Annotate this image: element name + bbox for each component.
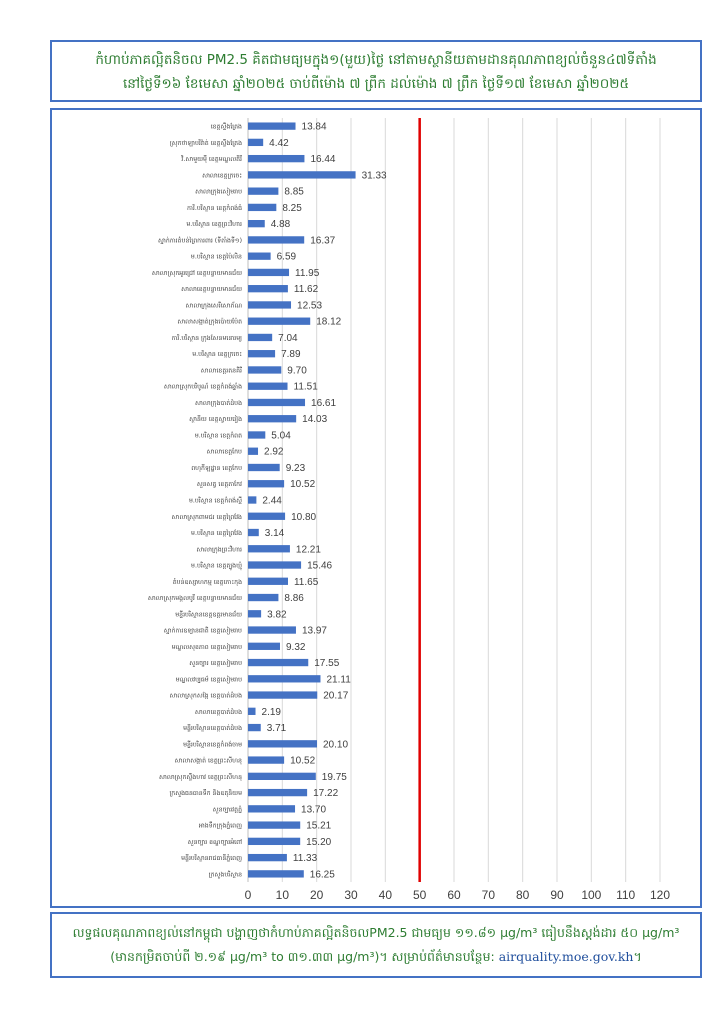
data-label: 9.23	[285, 462, 306, 474]
x-tick-label: 10	[275, 888, 290, 902]
data-label: 19.75	[321, 771, 347, 783]
x-tick-label: 80	[515, 888, 530, 902]
bar	[248, 399, 305, 406]
bar	[248, 366, 281, 373]
bar	[248, 691, 317, 698]
category-label: សាលាសង្កាត់ ខេត្តព្រះសីហនុ	[174, 757, 242, 765]
category-label: សាលាក្រុងបាត់ដំបង	[194, 399, 242, 407]
category-label: ម.បរិស្ថាន ខេត្តព្រះវិហារ	[186, 221, 242, 229]
category-label: ស្រុកថាឡាបរិវ៉ាត់ ខេត្តស្ទឹងត្រែង	[169, 139, 242, 147]
category-label: សួនច្បារ ខេត្តសៀមរាប	[189, 660, 242, 668]
bar	[248, 496, 256, 503]
chart-title-line-1: កំហាប់ភាគល្អិតនិចល PM2.5 គិតជាមធ្យមក្នុង១(មួយ)ថ្ងៃ នៅតាមស្ថានីយតាមដានគុណភាពខ្យល់ចំនួន៤៧ទីតាំង	[95, 52, 657, 68]
category-label: ម.បរិស្ថាន ខេត្តកំពត	[194, 432, 242, 440]
x-tick-label: 100	[581, 888, 602, 902]
bar	[248, 415, 296, 422]
bar	[248, 480, 284, 487]
category-label: ក្រសួងធនធានទឹក និងឧតុនិយម	[169, 790, 242, 798]
bar	[248, 659, 308, 666]
bar	[248, 643, 280, 650]
bar	[248, 285, 288, 292]
bar	[248, 318, 310, 325]
bar	[248, 854, 287, 861]
bar	[248, 220, 265, 227]
bar	[248, 513, 285, 520]
category-label: សាលាខេត្តបាត់ដំបង	[194, 708, 242, 716]
data-label: 15.20	[306, 836, 332, 848]
data-label: 9.32	[285, 641, 306, 653]
data-label: 16.25	[309, 869, 335, 881]
data-label: 11.65	[293, 576, 319, 588]
category-label: ការិ.បរិស្ថាន ខេត្តកំពង់ធំ	[187, 204, 242, 212]
data-label: 21.11	[326, 674, 351, 686]
data-label: 5.04	[271, 430, 291, 442]
x-tick-label: 120	[649, 888, 671, 902]
category-label: សាលាស្រុកមង្គលបូរី ខេត្តបន្ទាយមានជ័យ	[147, 595, 242, 603]
category-label: មន្ទីរបរិស្ថានខេត្តកំពង់ចាម	[183, 741, 242, 749]
bar	[248, 838, 300, 845]
chart-area	[50, 108, 702, 908]
data-label: 2.92	[264, 446, 284, 458]
chart-title-box	[50, 40, 702, 102]
data-label: 8.86	[284, 593, 304, 605]
bar	[248, 789, 307, 796]
data-label: 11.33	[292, 853, 318, 865]
bar	[248, 626, 296, 633]
data-label: 17.22	[313, 788, 339, 800]
data-label: 4.88	[270, 219, 291, 231]
category-label: ការិ.បរិស្ថាន ក្រុងសែនមនោរម្យ	[171, 334, 242, 342]
data-label: 8.25	[282, 202, 302, 214]
bar	[248, 204, 276, 211]
bar	[248, 773, 316, 780]
category-label: សាលាខេត្តក្រចេះ	[202, 172, 242, 180]
category-label: មណ្ឌលសុខភាព ខេត្តសៀមរាប	[171, 643, 242, 651]
chart-title-line-2: នៅថ្ងៃទី១៦ ខែមេសា ឆ្នាំ២០២៥ ចាប់ពីម៉ោង ៧ ព្រឹក ដល់ម៉ោង ៧ ព្រឹក ថ្ងៃទី១៧ ខែមេសា ឆ្នាំ២០២៥	[122, 76, 630, 92]
data-label: 20.17	[323, 690, 349, 702]
data-label: 10.52	[290, 755, 316, 767]
data-label: 14.03	[302, 414, 328, 426]
category-label: ម.បរិស្ថាន ខេត្តកំពង់ស្ពឺ	[188, 497, 242, 505]
category-label: សាលាស្រុកពាមជរ ខេត្តព្រៃវែង	[171, 513, 242, 521]
category-label: ម.បរិស្ថាន ខេត្តត្បូងឃ្មុំ	[191, 562, 242, 570]
bar	[248, 740, 317, 747]
bar	[248, 301, 291, 308]
category-label: សាលាក្រុងសៀមរាប	[195, 188, 242, 196]
category-label: មន្ទីរបរិស្ថានខេត្តឧត្តរមានជ័យ	[175, 611, 242, 619]
data-label: 4.42	[269, 137, 289, 149]
bar	[248, 756, 284, 763]
data-label: 20.10	[323, 739, 349, 751]
category-label: មន្ទីរបរិស្ថានខេត្តបាត់ដំបង	[183, 725, 242, 733]
x-tick-label: 60	[447, 888, 461, 902]
data-label: 12.21	[295, 544, 321, 556]
data-label: 9.70	[287, 365, 307, 377]
data-label: 15.21	[306, 820, 332, 832]
summary-line-2	[52, 945, 700, 969]
data-label: 31.33	[361, 170, 387, 182]
data-label: 13.70	[301, 804, 327, 816]
category-label: មណ្ឌលវប្បធម៌ ខេត្តសៀមរាប	[175, 676, 242, 684]
data-label: 6.59	[276, 251, 297, 263]
category-label: ស្នាក់ការតំបន់ព្រៃការពារ (ទីតាំងទី១)	[157, 237, 242, 245]
bar	[248, 187, 278, 194]
category-label: តំបន់ឧស្សាហកម្ម ខេត្តកោះកុង	[172, 578, 242, 586]
data-label: 8.85	[284, 186, 304, 198]
bar	[248, 253, 271, 260]
x-tick-label: 70	[481, 888, 496, 902]
category-label: សាលាខេត្តបន្ទាយមានជ័យ	[181, 286, 242, 294]
data-label: 11.62	[293, 284, 319, 296]
bar	[248, 236, 304, 243]
x-tick-label: 20	[309, 888, 324, 902]
data-label: 16.37	[310, 235, 336, 247]
category-label: សាលាស្រុកបរិបូណ៌ ខេត្តកំពង់ឆ្នាំង	[163, 383, 242, 391]
category-label: អាងទឹកក្រុងភ្នំពេញ	[198, 822, 242, 830]
bar	[248, 594, 278, 601]
category-label: សាលាស្រុកអូរជ្រៅ ខេត្តបន្ទាយមានជ័យ	[151, 269, 242, 277]
bar	[248, 171, 356, 178]
category-label: មន្ទីរបរិស្ថានរាជធានីភ្នំពេញ	[181, 855, 242, 863]
data-label: 13.97	[301, 625, 327, 637]
category-label: សាលាខេត្តកែប	[206, 448, 242, 456]
data-label: 3.82	[267, 609, 287, 621]
category-label: សួនច្បារវត្តភ្នំ	[212, 806, 242, 814]
category-label: ខេត្តស្ទឹងត្រែង	[210, 123, 242, 131]
bar	[248, 431, 265, 438]
data-label: 3.71	[266, 723, 287, 735]
bar	[248, 448, 258, 455]
data-label: 16.61	[311, 397, 337, 409]
bar	[248, 269, 289, 276]
data-label: 16.44	[310, 154, 336, 166]
bar	[248, 805, 295, 812]
data-label: 10.52	[290, 479, 316, 491]
bar	[248, 464, 280, 471]
summary-line-2-end: ។	[633, 949, 642, 964]
category-label: ស្ថានីយ ខេត្តស្វាយរៀង	[189, 416, 242, 424]
data-label: 3.14	[264, 528, 285, 540]
category-label: ក្រសួងបរិស្ថាន	[208, 871, 242, 879]
category-label: ម.បរិស្ថាន ខេត្តប៉ៃលិន	[190, 253, 242, 261]
bar	[248, 821, 300, 828]
category-label: សួនច្បារ ខណ្ឌច្បារអំពៅ	[187, 838, 242, 846]
data-label: 2.44	[262, 495, 282, 507]
data-label: 13.84	[301, 121, 327, 133]
x-tick-label: 90	[550, 888, 564, 902]
data-label: 11.95	[295, 267, 320, 279]
category-label: ពហុកីឡដ្ឋាន ខេត្តកែប	[191, 464, 242, 472]
x-tick-label: 50	[412, 888, 427, 902]
data-label: 11.51	[293, 381, 318, 393]
category-label: វិ.សាមួយម៉ឺ ខេត្តមណ្ឌលគិរី	[181, 156, 242, 164]
bar	[248, 122, 296, 129]
category-label: សាលាសង្កាត់ក្រុងប៉ោយប៉ែត	[177, 318, 242, 326]
bar	[248, 870, 304, 877]
x-tick-label: 110	[616, 888, 636, 902]
category-label: សាលាក្រុងព្រះវិហារ	[196, 546, 242, 554]
category-label: សាលាក្រុងសេរីសោភ័ណ	[185, 302, 242, 310]
bar	[248, 334, 272, 341]
x-tick-label: 40	[378, 888, 393, 902]
data-label: 12.53	[297, 300, 323, 312]
data-label: 7.04	[278, 332, 298, 344]
data-label: 10.80	[291, 511, 317, 523]
x-tick-label: 0	[244, 888, 252, 902]
data-label: 17.55	[314, 658, 340, 670]
bar	[248, 350, 275, 357]
data-label: 7.89	[281, 349, 301, 361]
category-label: សួនសត្វ ខេត្តតាកែវ	[196, 481, 242, 489]
category-label: ម.បរិស្ថាន ខេត្តក្រចេះ	[192, 351, 242, 359]
category-label: ស្នាក់ការឧទ្យានជាតិ ខេត្តសៀមរាប	[163, 627, 242, 635]
data-label: 15.46	[307, 560, 333, 572]
bar	[248, 139, 263, 146]
x-tick-label: 30	[344, 888, 358, 902]
bar	[248, 610, 261, 617]
bar	[248, 529, 259, 536]
category-label: សាលាស្រុកស្ទឹងហាវ ខេត្តព្រះសីហនុ	[159, 773, 242, 781]
bar	[248, 675, 320, 682]
bar	[248, 578, 288, 585]
summary-box	[50, 912, 702, 978]
bar	[248, 708, 256, 715]
category-label: ម.បរិស្ថាន ខេត្តព្រៃវែង	[191, 530, 242, 538]
data-label: 18.12	[316, 316, 342, 328]
bar	[248, 545, 290, 552]
category-label: សាលាស្រុកសង្កែ ខេត្តបាត់ដំបង	[169, 692, 242, 700]
bar	[248, 724, 261, 731]
summary-line-2-text: (មានកម្រិតចាប់ពី ២.១៩ µg/m³ to ៣១.៣៣ µg/m³)។ សម្រាប់ព័ត៌មានបន្ថែម:	[110, 949, 495, 964]
bar-chart	[52, 110, 700, 906]
bar	[248, 561, 301, 568]
bar	[248, 155, 304, 162]
category-label: សាលាខេត្តរតនគិរី	[200, 367, 242, 375]
website-link[interactable]: airquality.moe.gov.kh	[498, 949, 634, 964]
summary-line-1: លទ្ធផលគុណភាពខ្យល់នៅកម្ពុជា បង្ហាញថាកំហាប់ភាគល្អិតនិចលPM2.5 ជាមធ្យម ១១.៨១ µg/m³ ធៀបនឹងស្តង់ដារ ៥០ µg/m³	[72, 925, 680, 940]
data-label: 2.19	[261, 706, 281, 718]
bar	[248, 383, 288, 390]
